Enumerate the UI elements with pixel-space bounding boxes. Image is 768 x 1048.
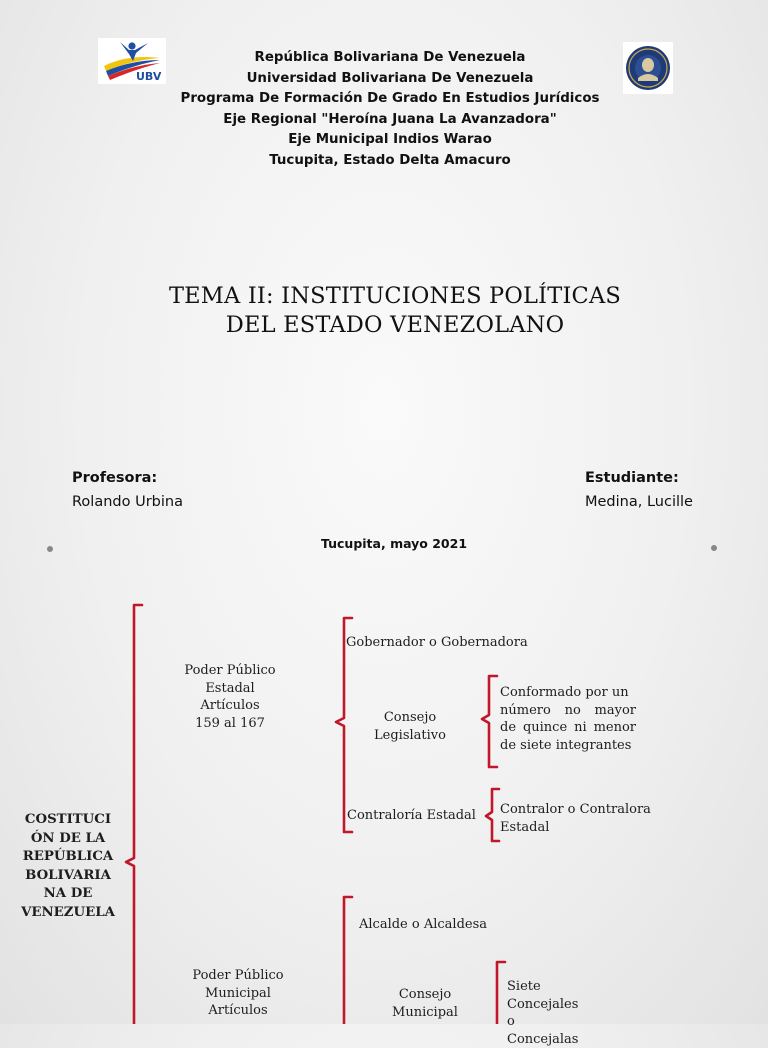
- node-gobernador: Gobernador o Gobernadora: [346, 634, 566, 652]
- header-line: Universidad Bolivariana De Venezuela: [140, 69, 640, 90]
- header-line: Eje Regional "Heroína Juana La Avanzadora": [140, 110, 640, 131]
- node-line: Poder Público: [160, 662, 300, 680]
- node-line: Concejales o: [507, 996, 607, 1031]
- node-line: Poder Público: [168, 967, 308, 985]
- root-brace: [126, 605, 142, 1024]
- header-line: República Bolivariana De Venezuela: [140, 48, 640, 69]
- date-line: Tucupita, mayo 2021: [234, 536, 554, 551]
- root-line: COSTITUCI: [18, 811, 118, 830]
- root-line: REPÚBLICA: [18, 848, 118, 867]
- profesora-name: Rolando Urbina: [72, 494, 183, 510]
- root-line: BOLIVARIA: [18, 867, 118, 886]
- root-line: NA DE: [18, 885, 118, 904]
- node-line: de quince ni menor: [500, 719, 636, 737]
- node-line: Contralor o Contralora: [500, 801, 660, 819]
- node-line: Conformado por un: [500, 684, 636, 702]
- node-contraloria-detail: [500, 801, 660, 836]
- contraloria-brace: [486, 789, 499, 841]
- node-consejo-municipal-detail: [507, 978, 607, 1048]
- estudiante-label: Estudiante:: [585, 470, 679, 486]
- node-poder-estadal: [160, 662, 300, 732]
- profesora-label: Profesora:: [72, 470, 157, 486]
- node-line: Legislativo: [355, 727, 465, 745]
- node-line: número no mayor: [500, 702, 636, 720]
- diagram-root: [18, 811, 118, 922]
- ubv-logo-text: UBV: [136, 70, 162, 83]
- header-line: Tucupita, Estado Delta Amacuro: [140, 151, 640, 172]
- node-line: de siete integrantes: [500, 737, 636, 755]
- node-line: Artículos: [160, 697, 300, 715]
- node-line: Siete: [507, 978, 607, 996]
- node-consejo-legislativo: [355, 709, 465, 744]
- header-line: Programa De Formación De Grado En Estudios Jurídicos: [140, 89, 640, 110]
- root-line: ÓN DE LA: [18, 830, 118, 849]
- node-line: Consejo: [370, 986, 480, 1004]
- node-consejo-legislativo-detail: [500, 684, 636, 754]
- node-line: Estadal: [500, 819, 660, 837]
- header-line: Eje Municipal Indios Warao: [140, 130, 640, 151]
- node-line: Artículos: [168, 1002, 308, 1020]
- node-consejo-municipal: [370, 986, 480, 1021]
- estudiante-name: Medina, Lucille: [585, 494, 693, 510]
- consejo-legislativo-brace: [482, 676, 497, 767]
- node-line: Concejalas: [507, 1031, 607, 1048]
- node-poder-municipal: [168, 967, 308, 1020]
- node-alcalde: Alcalde o Alcaldesa: [359, 916, 519, 934]
- node-line: Municipal: [370, 1004, 480, 1022]
- node-line: 159 al 167: [160, 715, 300, 733]
- root-line: VENEZUELA: [18, 904, 118, 923]
- node-line: Municipal: [168, 985, 308, 1003]
- title-line-2: DEL ESTADO VENEZOLANO: [90, 311, 700, 340]
- consejo-municipal-brace: [497, 962, 505, 1024]
- title-line-1: TEMA II: INSTITUCIONES POLÍTICAS: [90, 282, 700, 311]
- node-line: Estadal: [160, 680, 300, 698]
- node-line: Consejo: [355, 709, 465, 727]
- municipal-brace: [344, 897, 352, 1024]
- node-contraloria-estadal: Contraloría Estadal: [347, 807, 487, 825]
